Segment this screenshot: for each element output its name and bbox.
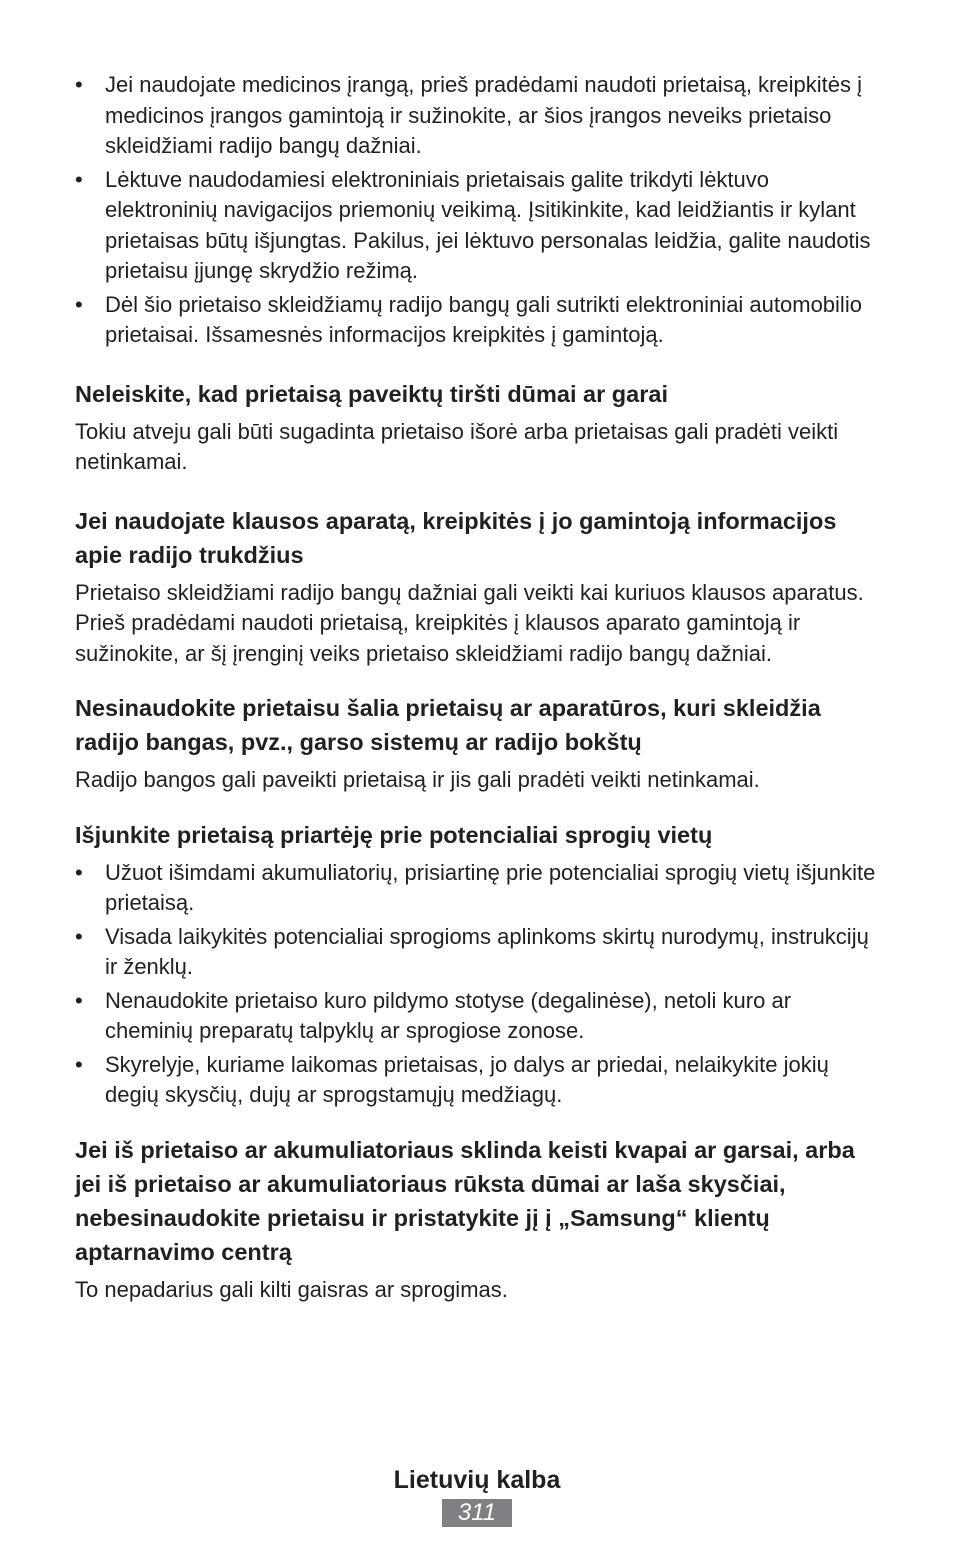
- intro-bullet-list: [75, 70, 885, 351]
- bullet-icon: •: [75, 1051, 83, 1077]
- bullet-icon: •: [75, 166, 83, 192]
- bullet-icon: •: [75, 72, 83, 97]
- bullet-icon: •: [75, 987, 83, 1013]
- list-item: • Užuot išimdami akumuliatorių, prisiartinę prie potencialiai sprogių vietų išjunkite prietaisą.: [75, 859, 876, 915]
- section-heading: Išjunkite prietaisą priartėję prie potencialiai sprogių vietų: [75, 821, 713, 848]
- bullet-icon: •: [75, 923, 83, 949]
- list-item: • Nenaudokite prietaiso kuro pildymo stotyse (degalinėse), netoli kuro ar cheminių preparatų talpyklų ar sprogiose zonose.: [75, 987, 792, 1043]
- bullet-icon: •: [75, 859, 83, 885]
- section-explosive-areas: [75, 818, 885, 1111]
- page-footer: [0, 1463, 954, 1527]
- section-text: Tokiu atveju gali būti sugadinta prietaiso išorė arba prietaisas gali pradėti veikti netinkamai.: [75, 418, 839, 474]
- section-heading: Jei iš prietaiso ar akumuliatoriaus sklinda keisti kvapai ar garsai, arba jei iš prietaiso ar akumuliatoriaus rūksta dūmai ar laša skysčiai, nebesinaudokite prietaisu ir pristatykite jį į „Samsung“ klientų aptarnavimo centrą: [75, 1136, 855, 1265]
- section-text: Prietaiso skleidžiami radijo bangų dažniai gali veikti kai kuriuos klausos aparatus. Prieš pradėdami naudoti prietaisą, kreipkitės į klausos aparato gamintoją ir sužinokite, ar šį įrenginį veiks prietaiso skleidžiami radijo bangų dažniai.: [75, 579, 864, 666]
- section-text: To nepadarius gali kilti gaisras ar sprogimas.: [75, 1276, 508, 1302]
- list-item: • Lėktuve naudodamiesi elektroniniais prietaisais galite trikdyti lėktuvo elektroninių navigacijos priemonių veikimą. Įsitikinkite, kad leidžiantis ir kylant prietaisas būtų išjungtas. Pakilus, jei lėktuvo personalas leidžia, galite naudotis prietaisu įjungę skrydžio režimą.: [75, 166, 871, 283]
- section-smoke: [75, 377, 885, 478]
- section-hearing-aid: [75, 504, 885, 670]
- footer-language: Lietuvių kalba: [393, 1466, 561, 1494]
- explosive-bullet-list: [75, 858, 885, 1111]
- section-heading: Nesinaudokite prietaisu šalia prietaisų ar aparatūros, kuri skleidžia radijo bangas, pvz., garso sistemų ar radijo bokštų: [75, 695, 821, 755]
- page-content: [75, 70, 885, 1305]
- section-radio-sources: [75, 691, 885, 796]
- section-text: Radijo bangos gali paveikti prietaisą ir jis gali pradėti veikti netinkamai.: [75, 767, 760, 792]
- list-item: • Dėl šio prietaiso skleidžiamų radijo bangų gali sutrikti elektroniniai automobilio prietaisai. Išsamesnės informacijos kreipkitės į gamintoją.: [75, 291, 862, 347]
- section-heading: Jei naudojate klausos aparatą, kreipkitės į jo gamintoją informacijos apie radijo trukdžius: [75, 507, 837, 568]
- list-item: • Visada laikykitės potencialiai sprogioms aplinkoms skirtų nurodymų, instrukcijų ir ženklų.: [75, 923, 869, 979]
- section-smell-smoke: [75, 1133, 885, 1306]
- section-heading: Neleiskite, kad prietaisą paveiktų tiršti dūmai ar garai: [75, 380, 668, 407]
- page-number: 311: [442, 1499, 512, 1527]
- list-item: • Skyrelyje, kuriame laikomas prietaisas, jo dalys ar priedai, nelaikykite jokių degių skysčių, dujų ar sprogstamųjų medžiagų.: [75, 1051, 829, 1107]
- bullet-icon: •: [75, 291, 83, 317]
- list-item: • Jei naudojate medicinos įrangą, prieš pradėdami naudoti prietaisą, kreipkitės į medicinos įrangos gamintoją ir sužinokite, ar šios įrangos neveiks prietaiso skleidžiami radijo bangų dažniai.: [75, 72, 862, 158]
